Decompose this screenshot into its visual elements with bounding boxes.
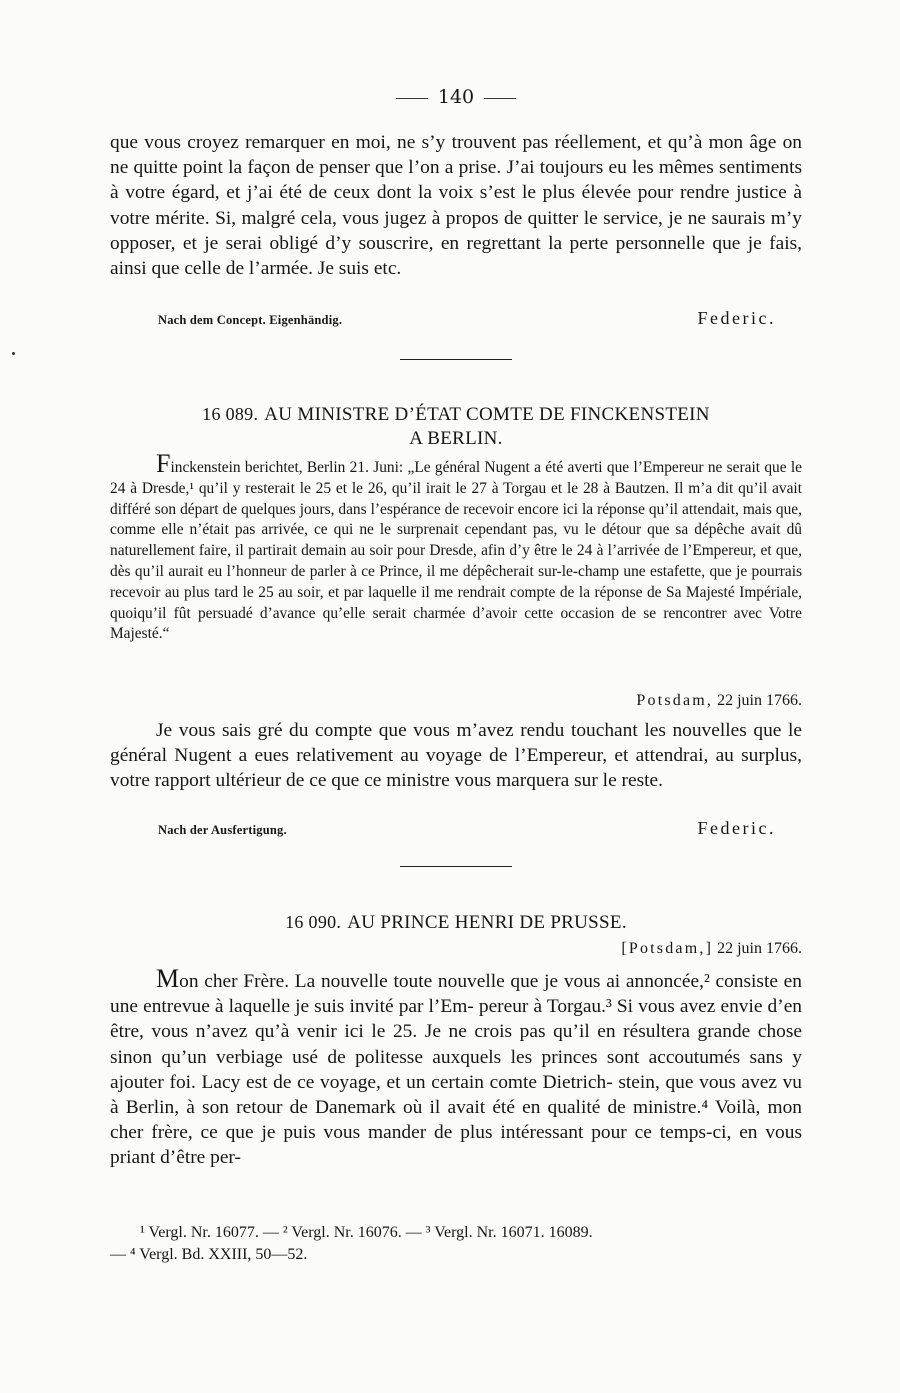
header-dash-right — [484, 98, 516, 99]
source-signature-row — [110, 818, 802, 839]
addressee: AU MINISTRE D’ÉTAT COMTE DE FINCKENSTEIN — [264, 404, 710, 425]
report-summary: Finckenstein berichtet, Berlin 21. Juni: „Le général Nugent a été averti que l’Empereur ne serait que le 24 à Dresde,¹ qu’il y resterait le 25 et le 26, qu’il irait le 27 à Torgau et le 28 à Bautzen. Il m’a dit qu’il avait différé son départ de quelques jours, dans l’espérance de recevoir encore ici la réponse qu’il attendait, mais que, comme elle n’était pas arrivée, ce qui ne le surprenait cependant pas, vu le détour que sa dépêche avait dû naturellement faire, il partirait demain au soir pour Dresde, afin d’y être le 24 à l’arrivée de l’Empereur, et que, dès qu’il aurait eu l’honneur de parler à ce Prince, il me dépêcherait sur-le-champ une estafette, que je pourrais recevoir au plus tard le 25 au soir, et par laquelle il me rendrait compte de la réponse de Sa Majesté Impériale, quoiqu’il fût persuadé d’avance qu’elle serait charmée d’avoir cette occasion de se rencontrer avec Votre Majesté.“ — [110, 449, 802, 643]
previous-letter-end — [110, 130, 802, 281]
page-number: 140 — [437, 86, 475, 108]
letter-body: Je vous sais gré du compte que vous m’avez rendu touchant les nouvelles que le général Nugent a eues relativement au voyage de l’Empereur, et attendrai, au surplus, votre rapport ultérieur de ce que ce ministre vous marquera sur le reste. — [110, 720, 802, 792]
source-note: Nach dem Concept. Eigenhändig. — [158, 313, 343, 327]
footnote-line: — ⁴ Vergl. Bd. XXIII, 50—52. — [110, 1246, 308, 1263]
scan-speck — [12, 352, 15, 355]
page-header — [110, 86, 802, 108]
dropcap: M — [156, 964, 180, 993]
doc-number: 16 089. — [202, 404, 259, 424]
doc-16089-heading — [110, 402, 802, 451]
section-divider — [400, 359, 512, 360]
dateline: Potsdam, 22 juin 1766. — [636, 692, 802, 709]
header-dash-left — [396, 98, 428, 99]
source-signature-row — [110, 308, 802, 329]
footnote-line: ¹ Vergl. Nr. 16077. — ² Vergl. Nr. 16076. — ³ Vergl. Nr. 16071. 16089. — [140, 1224, 593, 1241]
letter-body: Mon cher Frère. La nouvelle toute nouvelle que je vous ai annoncée,² consiste en une entrevue à laquelle je suis invité par l’Em- pereur à Torgau.³ Si vous avez envie d’en être, vous n’avez qu’à venir ici le 25. Je ne crois pas qu’il en résultera grande chose sinon qu’un verbiage usé de politesse auxquels les princes sont accoutumés sans y ajouter foi. Lacy est de ce voyage, et un certain comte Dietrich- stein, que vous avez vu à Berlin, à son retour de Danemark où il avait été en qualité de ministre.⁴ Voilà, mon cher frère, ce que je puis vous mander de plus intéressant pour ce temps-ci, en vous priant d’être per- — [110, 964, 803, 1169]
signature: Federic. — [697, 308, 776, 328]
signature: Federic. — [697, 818, 776, 838]
dateline: [Potsdam,] 22 juin 1766. — [621, 940, 802, 957]
footnotes — [110, 1222, 802, 1266]
addressee-location: A BERLIN. — [409, 428, 503, 449]
source-note: Nach der Ausfertigung. — [158, 823, 287, 837]
section-divider — [400, 866, 512, 867]
addressee: AU PRINCE HENRI DE PRUSSE. — [347, 912, 627, 933]
dropcap: F — [156, 449, 171, 478]
letter-text: que vous croyez remarquer en moi, ne s’y trouvent pas réellement, et qu’à mon âge on ne quitte point la façon de penser que l’on a prise. J’ai toujours eu les mêmes sentiments à votre égard, et j’ai été de ceux dont la voix s’est le plus élevée pour rendre justice à votre mérite. Si, malgré cela, vous jugez à propos de quitter le service, je ne saurais m’y opposer, et je serai obligé d’y souscrire, en regrettant la perte personnelle que je fais, ainsi que celle de l’armée. Je suis etc. — [110, 132, 802, 280]
doc-number: 16 090. — [285, 912, 342, 932]
doc-16090-heading — [110, 910, 802, 935]
